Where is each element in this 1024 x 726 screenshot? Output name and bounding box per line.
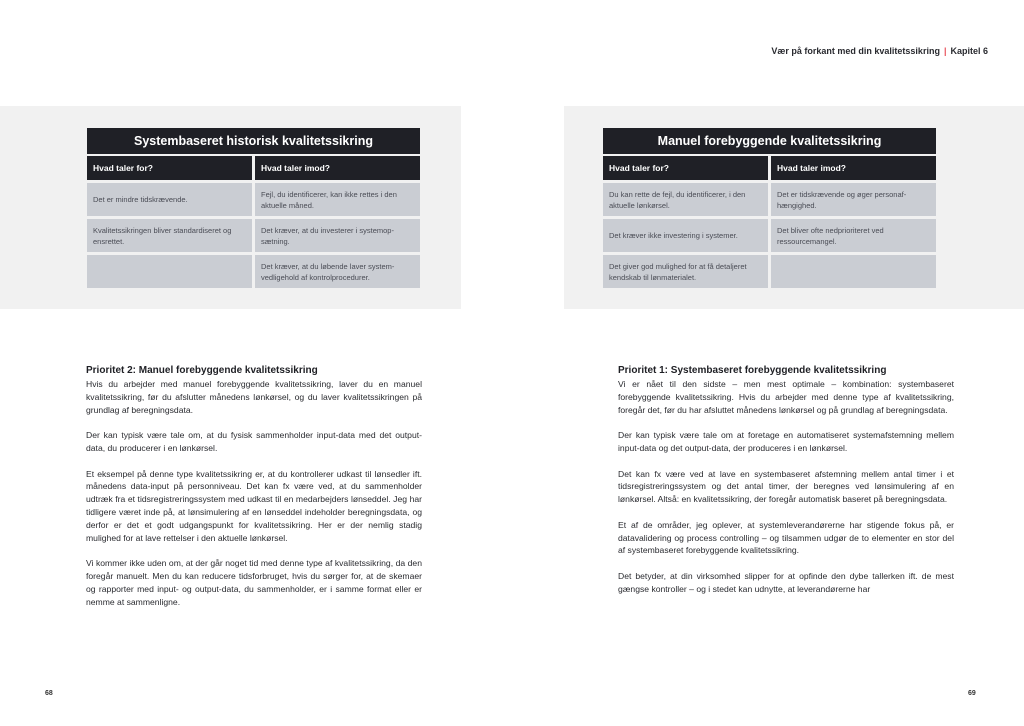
chapter-label: Kapitel 6	[950, 46, 988, 56]
comparison-table-manual	[603, 128, 936, 291]
column-header-cons: Hvad taler imod?	[771, 156, 936, 180]
table-cell-con	[771, 255, 936, 288]
body-paragraph: Vi kommer ikke uden om, at der går noget tid med denne type af kvalitetssikring, da den foregår manuelt. Men du kan reducere tidsforbruget, hvis du sørger for, at de skemaer og rapporter med input- og output-data, du sammenholder, er i samme format eller er nemme at sammenligne.	[86, 558, 422, 607]
body-paragraph: Der kan typisk være tale om at foretage en automatiseret systemafstemning mellem input-data og det output-data, der produceres i en lønkørsel.	[618, 430, 954, 453]
table-row	[603, 219, 936, 252]
table-cell-pro	[87, 255, 252, 288]
column-header-pros: Hvad taler for?	[603, 156, 768, 180]
page-number: 68	[45, 690, 53, 697]
body-paragraph: Der kan typisk være tale om, at du fysisk sammenholder input-data med det output-data, du producerer i en lønkørsel.	[86, 430, 422, 453]
body-paragraph: Hvis du arbejder med manuel forebyggende kvalitetssikring, laver du en manuel kvalitetssikring, før du afslutter månedens lønkørsel, og du laver kvalitetssikringen på grundlag af beregningsdata.	[86, 379, 422, 415]
section-heading: Prioritet 2: Manuel forebyggende kvalitetssikring	[86, 365, 318, 376]
running-header	[771, 46, 988, 56]
table-header-row	[603, 156, 936, 180]
table-cell-con: Det bliver ofte nedprioriteret ved ressourcemangel.	[771, 219, 936, 252]
table-title: Manuel forebyggende kvalitetssikring	[603, 128, 936, 154]
table-cell-pro: Det giver god mulighed for at få detaljeret kendskab til lønmaterialet.	[603, 255, 768, 288]
table-cell-con: Det er tidskrævende og øger personaf-hængighed.	[771, 183, 936, 216]
header-separator: |	[943, 46, 947, 56]
right-page	[512, 0, 1024, 726]
table-row	[87, 255, 420, 288]
section-heading: Prioritet 1: Systembaseret forebyggende kvalitetssikring	[618, 365, 887, 376]
body-paragraph: Det betyder, at din virksomhed slipper for at opfinde den dybe tallerken ift. de mest gængse kontroller – og i stedet kan udnytte, at leverandørerne har	[618, 570, 954, 594]
column-header-pros: Hvad taler for?	[87, 156, 252, 180]
table-row	[603, 183, 936, 216]
table-row	[603, 255, 936, 288]
body-paragraph: Vi er nået til den sidste – men mest optimale – kombination: systembaseret forebyggende kvalitetssikring. Hvis du arbejder med denne type af kvalitetssikring, foregår det, før du har afsluttet månedens lønkørsel og på grundlag af beregningsdata.	[618, 379, 954, 415]
table-cell-pro: Kvalitetssikringen bliver standardiseret og ensrettet.	[87, 219, 252, 252]
table-row	[87, 219, 420, 252]
page-number: 69	[968, 690, 976, 697]
column-header-cons: Hvad taler imod?	[255, 156, 420, 180]
table-header-row	[87, 156, 420, 180]
table-cell-pro: Det er mindre tidskrævende.	[87, 183, 252, 216]
table-row	[87, 183, 420, 216]
table-cell-pro: Det kræver ikke investering i systemer.	[603, 219, 768, 252]
table-cell-con: Det kræver, at du løbende laver system-vedligehold af kontrolprocedurer.	[255, 255, 420, 288]
book-title: Vær på forkant med din kvalitetssikring	[771, 46, 940, 56]
table-cell-con: Det kræver, at du investerer i systemop-sætning.	[255, 219, 420, 252]
section-priority-2	[86, 364, 422, 621]
section-priority-1	[618, 364, 954, 608]
table-cell-con: Fejl, du identificerer, kan ikke rettes i den aktuelle måned.	[255, 183, 420, 216]
table-title: Systembaseret historisk kvalitetssikring	[87, 128, 420, 154]
body-paragraph: Det kan fx være ved at lave en systembaseret afstemning mellem antal timer i et tidsregistreringssystem og det antal timer, der beregnes ved lønsimulering af en lønkørsel. Altså: en kvalitetssikring, der foregår automatisk baseret på beregningsdata.	[618, 468, 954, 505]
comparison-table-historical	[87, 128, 420, 291]
table-cell-pro: Du kan rette de fejl, du identificerer, i den aktuelle lønkørsel.	[603, 183, 768, 216]
body-paragraph: Et eksempel på denne type kvalitetssikring er, at du kontrollerer udkast til lønsedler ift. månedens data-input på personniveau. Det kan fx være ved, at du sammenholder udtræk fra et tidsregistreringssystem med udkast til en medarbejders lønseddel. Jeg har tidligere været inde på, at lønsimulering af en lønseddel indeholder beregningsdata, og derfor er det et godt udgangspunkt for kvalitetssikring. Her er der nemlig stadig mulighed for at lave rettelser i den aktuelle lønkørsel.	[86, 468, 422, 543]
body-paragraph: Et af de områder, jeg oplever, at systemleverandørerne har stigende fokus på, er datavalidering og process controlling – og tilsammen udgør de to elementer en stor del af systembaseret forebyggende kvalitetssikring.	[618, 519, 954, 556]
